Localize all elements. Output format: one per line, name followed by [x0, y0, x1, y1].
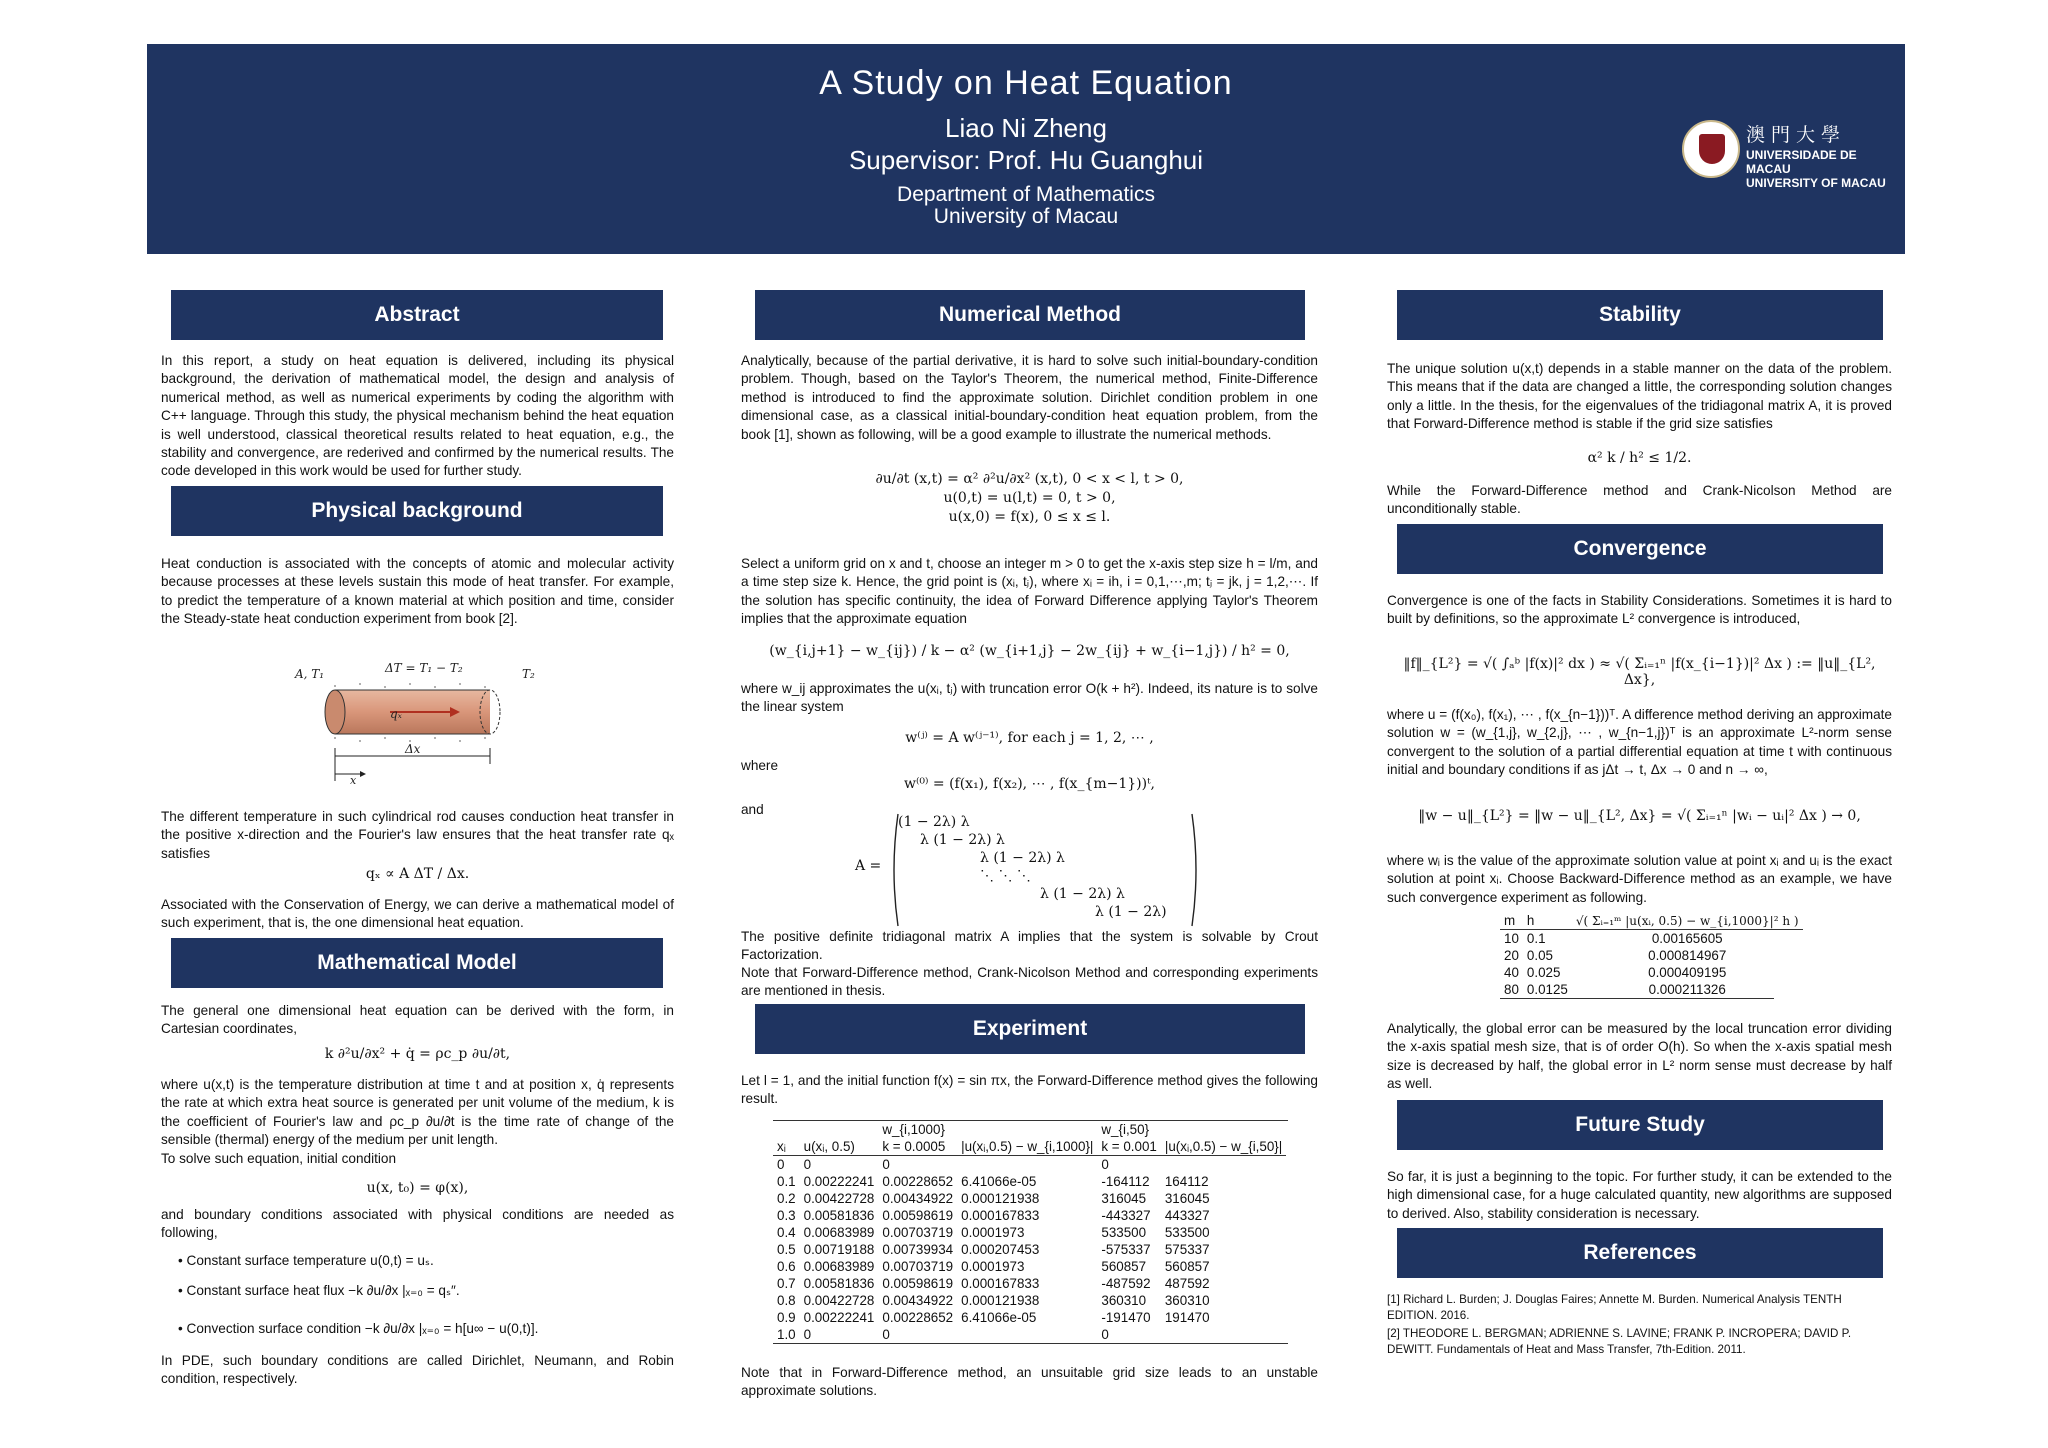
- logo-portuguese-name: UNIVERSIDADE DE MACAU: [1746, 148, 1857, 176]
- experiment-table: [773, 1120, 1288, 1344]
- rod-left-end: [325, 690, 345, 734]
- matrix-row-6: λ (1 − 2λ): [1095, 904, 1167, 920]
- dirichlet-eq-line-2: u(0,t) = u(l,t) = 0, t > 0,: [943, 490, 1116, 506]
- table-row: [773, 1190, 1286, 1207]
- and-label: and: [741, 802, 764, 817]
- table-row: [773, 1207, 1286, 1224]
- author-block: [147, 112, 1905, 176]
- table-row: [773, 1241, 1286, 1258]
- table-cell: 6.41066e-05: [961, 1310, 1037, 1325]
- table-row: [773, 1326, 1286, 1343]
- head-top-cell: w_{i,50}: [1101, 1122, 1150, 1137]
- table-row: [773, 1258, 1286, 1275]
- forward-difference-equation: (w_{i,j+1} − w_{ij}) / k − α² (w_{i+1,j} − 2w_{ij} + w_{i−1,j}) / h² = 0,: [769, 643, 1290, 659]
- table-cell: 0.0125: [1526, 982, 1568, 997]
- heat-equation: k ∂²u/∂x² + q̇ = ρc_p ∂u/∂t,: [324, 1046, 511, 1062]
- l2-norm-equation: ‖f‖_{L²} = √( ∫ₐᵇ |f(x)|² dx ) ≈ √( Σᵢ₌₁ⁿ |f(x_{i−1})|² Δx ) := ‖u‖_{L², Δx},: [1403, 656, 1876, 688]
- table-cell: 575337: [1164, 1242, 1210, 1257]
- table-cell: 0.0001973: [961, 1225, 1025, 1240]
- table-cell: 0.000409195: [1648, 965, 1727, 980]
- boundary-bullet-1-text: Constant surface temperature u(0,t) = uₛ.: [186, 1253, 434, 1268]
- table-cell: [957, 1326, 1097, 1343]
- table-cell: [1161, 1156, 1286, 1174]
- table-cell: -487592: [1101, 1276, 1151, 1291]
- table-cell: 0.00228652: [882, 1174, 954, 1189]
- future-study-heading: Future Study: [1397, 1100, 1883, 1150]
- convergence-text-2: where u = (f(x₀), f(x₁), ⋯ , f(x_{n−1}))ᵀ. A difference method deriving an approximate solution w = (w_{1,j}, w_{2,j}, ⋯ , w_{n−1,j})ᵀ is an approximate L²-norm sense convergent to the solution of a partial differential equation at time t with continuous initial and boundary conditions if as jΔt → t, Δx → 0 and n → ∞,: [1387, 707, 1892, 778]
- column-header: k = 0.0005: [878, 1138, 957, 1156]
- table-cell: 0.000121938: [961, 1293, 1040, 1308]
- table-cell: 0.1: [777, 1174, 796, 1189]
- model-text-3: To solve such equation, initial condition: [161, 1151, 397, 1166]
- table-row: [1500, 964, 1803, 981]
- column-header: |u(xᵢ,0.5) − w_{i,50}|: [1161, 1138, 1286, 1156]
- model-text-4: and boundary conditions associated with physical conditions are needed as following,: [161, 1207, 674, 1241]
- table-cell: 360310: [1164, 1293, 1210, 1308]
- table-cell: 0.00703719: [882, 1225, 954, 1240]
- column-header: m: [1500, 912, 1523, 930]
- table-cell: 0.000167833: [961, 1276, 1040, 1291]
- matrix-row-3: λ (1 − 2λ) λ: [980, 850, 1065, 866]
- numerical-method-heading: Numerical Method: [755, 290, 1305, 340]
- table-cell: 0.025: [1526, 965, 1561, 980]
- where-label: where: [741, 758, 779, 773]
- table-cell: 0.00422728: [803, 1191, 875, 1206]
- dx-label: Δx: [405, 742, 421, 756]
- convergence-heading: Convergence: [1397, 524, 1883, 574]
- boundary-bullet-3: • Convection surface condition −k ∂u/∂x |ₓ₌₀ = h[u∞ − u(0,t)].: [178, 1321, 539, 1336]
- table-cell: [957, 1156, 1097, 1174]
- head-top-cell: [957, 1121, 1097, 1138]
- table-cell: 0.00228652: [882, 1310, 954, 1325]
- table-row: [773, 1275, 1286, 1292]
- head-top-cell: [800, 1121, 879, 1138]
- title-banner: [147, 44, 1905, 254]
- table-cell: 0.5: [777, 1242, 796, 1257]
- table-row: [1500, 981, 1803, 998]
- matrix-row-4: ⋱ ⋱ ⋱: [980, 868, 1031, 884]
- matrix-row-2: λ (1 − 2λ) λ: [920, 832, 1005, 848]
- table-cell: 0.9: [777, 1310, 796, 1325]
- table-cell: 443327: [1164, 1208, 1210, 1223]
- table-row: [773, 1173, 1286, 1190]
- experiment-results-table: [773, 1121, 1286, 1343]
- table-cell: 0.00222241: [803, 1310, 875, 1325]
- model-text-1: The general one dimensional heat equation can be derived with the form, in Cartesian coordinates,: [161, 1003, 674, 1037]
- poster-title: A Study on Heat Equation: [819, 64, 1233, 102]
- department-name: Department of Mathematics: [897, 183, 1155, 206]
- experiment-table-head: [773, 1138, 1286, 1156]
- table-cell: 0: [803, 1157, 812, 1172]
- numerical-text-3: where w_ij approximates the u(xᵢ, tⱼ) with truncation error O(k + h²). Indeed, its nature is to solve the linear system: [741, 681, 1318, 715]
- physical-text-2: The different temperature in such cylindrical rod causes conduction heat transfer in the positive x-direction and the Fourier's law ensures that the heat transfer rate qₓ satisfies: [161, 809, 674, 861]
- model-text-5: In PDE, such boundary conditions are called Dirichlet, Neumann, and Robin condition, respectively.: [161, 1353, 674, 1387]
- table-cell: 0.00434922: [882, 1191, 954, 1206]
- table-cell: 0.00581836: [803, 1208, 875, 1223]
- heat-rod-diagram: [290, 656, 550, 786]
- head-top-cell: w_{i,1000}: [882, 1122, 945, 1137]
- convergence-table: [1500, 912, 1799, 999]
- university-name: University of Macau: [933, 205, 1119, 228]
- abstract-heading: Abstract: [171, 290, 663, 340]
- table-cell: 533500: [1101, 1225, 1147, 1240]
- table-cell: 191470: [1164, 1310, 1210, 1325]
- table-cell: 0: [803, 1327, 812, 1342]
- area-temp-label: A, T₁: [295, 667, 325, 681]
- table-cell: 164112: [1164, 1174, 1209, 1189]
- t2-label: T₂: [522, 667, 535, 681]
- convergence-text-3: where wᵢ is the value of the approximate solution value at point xᵢ and uᵢ is the exact solution at point xᵢ. Choose Backward-Difference method as an example, we have such convergence experiment as following.: [1387, 853, 1892, 905]
- fourier-law-equation: qₓ ∝ A ΔT / Δx.: [365, 866, 470, 882]
- table-cell: 0.2: [777, 1191, 796, 1206]
- matrix-row-1: (1 − 2λ) λ: [898, 814, 970, 830]
- table-cell: 0.0001973: [961, 1259, 1025, 1274]
- table-cell: 0.00434922: [882, 1293, 954, 1308]
- logo-chinese-name: 澳門大學: [1746, 125, 1847, 146]
- stability-heading: Stability: [1397, 290, 1883, 340]
- boundary-bullet-1: • Constant surface temperature u(0,t) = uₛ.: [178, 1253, 434, 1268]
- table-cell: 0.3: [777, 1208, 796, 1223]
- head-top-cell: [773, 1121, 800, 1138]
- experiment-text-2: Note that in Forward-Difference method, an unsuitable grid size leads to an unstable approximate solutions.: [741, 1365, 1318, 1399]
- model-text-2: where u(x,t) is the temperature distribution at time t and at position x, q̇ represents the rate at which extra heat source is generated per unit volume of the medium, k is the coefficient of Fourier's law and ρc_p ∂u/∂t is the time rate of change of the sensible (thermal) energy of the medium per unit length.: [161, 1077, 674, 1148]
- table-cell: [1161, 1326, 1286, 1343]
- table-cell: -575337: [1101, 1242, 1151, 1257]
- table-cell: 0.4: [777, 1225, 796, 1240]
- numerical-text-4: The positive definite tridiagonal matrix A implies that the system is solvable by Crout Factorization.: [741, 929, 1318, 963]
- table-cell: 0.8: [777, 1293, 796, 1308]
- table-cell: 0.00581836: [803, 1276, 875, 1291]
- table-cell: 0.000167833: [961, 1208, 1040, 1223]
- column-header: u(xᵢ, 0.5): [800, 1138, 879, 1156]
- linear-system-equation: w⁽ʲ⁾ = A w⁽ʲ⁻¹⁾, for each j = 1, 2, ⋯ ,: [905, 730, 1154, 746]
- tridiagonal-matrix: [890, 812, 1200, 928]
- convergence-text-1: Convergence is one of the facts in Stability Considerations. Sometimes it is hard to built by definitions, so the approximate L² convergence is introduced,: [1387, 593, 1892, 627]
- physical-background-heading: Physical background: [171, 486, 663, 536]
- convergence-results-table: [1500, 912, 1803, 998]
- matrix-row-5: λ (1 − 2λ) λ: [1040, 886, 1125, 902]
- numerical-text-1: Analytically, because of the partial derivative, it is hard to solve such initial-boundary-condition problem. Though, based on the Taylor's Theorem, the numerical method, Finite-Difference method is introduced to find the approximate solution. Dirichlet condition problem in one dimensional case, as a classical initial-boundary-condition heat equation problem, from the book [1], shown as following, will be a good example to illustrate the numerical methods.: [741, 353, 1318, 442]
- experiment-text-1: Let l = 1, and the initial function f(x) = sin πx, the Forward-Difference method gives the following result.: [741, 1073, 1318, 1107]
- delta-t-label: ΔT = T₁ − T₂: [385, 661, 463, 675]
- table-cell: 40: [1504, 965, 1519, 980]
- table-cell: 0.000121938: [961, 1191, 1040, 1206]
- future-study-text: So far, it is just a beginning to the topic. For further study, it can be extended to the high dimensional case, for a huge calculated quantity, new algorithms are supposed to derived. Also, stability consideration is necessary.: [1387, 1169, 1892, 1221]
- mathematical-model-heading: Mathematical Model: [171, 938, 663, 988]
- column-header: h: [1523, 912, 1572, 930]
- numerical-text-5: Note that Forward-Difference method, Crank-Nicolson Method and corresponding experiments are mentioned in thesis.: [741, 965, 1318, 999]
- table-cell: 0.00683989: [803, 1259, 875, 1274]
- table-cell: 20: [1504, 948, 1519, 963]
- dirichlet-eq-line-3: u(x,0) = f(x), 0 ≤ x ≤ l.: [948, 509, 1111, 525]
- initial-condition-equation: u(x, t₀) = φ(x),: [366, 1180, 469, 1196]
- convergence-equation: ‖w − u‖_{L²} = ‖w − u‖_{L², Δx} = √( Σᵢ₌₁ⁿ |wᵢ − uᵢ|² Δx ) → 0,: [1418, 808, 1861, 824]
- table-row: [773, 1224, 1286, 1241]
- qx-label: qₓ: [390, 707, 402, 721]
- table-cell: 1.0: [777, 1327, 796, 1342]
- table-cell: 533500: [1164, 1225, 1210, 1240]
- table-cell: 0.00222241: [803, 1174, 875, 1189]
- table-cell: 560857: [1101, 1259, 1147, 1274]
- boundary-bullet-2-text: Constant surface heat flux −k ∂u/∂x |ₓ₌₀ = qₛ″.: [186, 1283, 460, 1298]
- matrix-a-label: A =: [855, 858, 882, 874]
- stability-condition-equation: α² k / h² ≤ 1/2.: [1587, 450, 1692, 466]
- author-name: Liao Ni Zheng: [945, 113, 1107, 143]
- physical-text-1: Heat conduction is associated with the concepts of atomic and molecular activity because processes at these levels sustain this mode of heat transfer. For example, to predict the temperature of a known material at which position and time, consider the Steady-state heat conduction experiment from book [2].: [161, 556, 674, 627]
- table-cell: 10: [1504, 931, 1519, 946]
- reference-2: [2] THEODORE L. BERGMAN; ADRIENNE S. LAVINE; FRANK P. INCROPERA; DAVID P. DEWITT. Fundamentals of Heat and Mass Transfer, 7th-Edition. 2011.: [1387, 1327, 1852, 1356]
- table-row: [1500, 947, 1803, 964]
- table-cell: 0.1: [1526, 931, 1546, 946]
- initial-vector-equation: w⁽⁰⁾ = (f(x₁), f(x₂), ⋯ , f(x_{m−1}))ᵗ,: [903, 776, 1156, 792]
- table-cell: 80: [1504, 982, 1519, 997]
- logo-wordmark: [1746, 124, 1892, 190]
- stability-text-2: While the Forward-Difference method and Crank-Nicolson Method are unconditionally stable.: [1387, 483, 1892, 517]
- references-heading: References: [1397, 1228, 1883, 1278]
- table-cell: 0.00703719: [882, 1259, 954, 1274]
- boundary-bullet-3-text: Convection surface condition −k ∂u/∂x |ₓ₌₀ = h[u∞ − u(0,t)].: [186, 1321, 539, 1336]
- stability-text-1: The unique solution u(x,t) depends in a stable manner on the data of the problem. This means that if the data are changed a little, the corresponding solution changes only a little. In the thesis, for the eigenvalues of the tridiagonal matrix A, it is proved that Forward-Difference method is stable if the grid size satisfies: [1387, 361, 1892, 432]
- column-header: √( Σᵢ₌₁ᵐ |u(xᵢ, 0.5) − w_{i,1000}|² h ): [1572, 912, 1803, 930]
- heat-rod-figure: [290, 656, 550, 786]
- dirichlet-problem-equations: [741, 470, 1318, 527]
- table-cell: 0.00739934: [882, 1242, 954, 1257]
- head-top-cell: [1161, 1121, 1286, 1138]
- table-cell: -443327: [1101, 1208, 1151, 1223]
- table-cell: 0.000211326: [1648, 982, 1726, 997]
- abstract-text: In this report, a study on heat equation is delivered, including its physical background, the derivation of mathematical model, the design and analysis of numerical method, as well as numerical experiments by coding the algorithm with C++ language. Through this study, the physical mechanism behind the heat equation is well understood, classical theoretical results related to heat equation, e.g., the stability and convergence, are rederived and confirmed by the numerical results. The code developed in this work would be used for further study.: [161, 353, 674, 479]
- numerical-text-2: Select a uniform grid on x and t, choose an integer m > 0 to get the x-axis step size h = l/m, and a time step size k. Hence, the grid point is (xᵢ, tⱼ), where xᵢ = ih, i = 0,1,⋯,m; tⱼ = jk, j = 1,2,⋯. If the solution has specific continuity, the idea of Forward Difference applying Taylor's Theorem implies that the approximate equation: [741, 556, 1318, 627]
- table-cell: 6.41066e-05: [961, 1174, 1037, 1189]
- column-header: xᵢ: [773, 1138, 800, 1156]
- table-cell: 0.000207453: [961, 1242, 1040, 1257]
- convergence-table-head: [1500, 912, 1803, 930]
- table-row: [773, 1309, 1286, 1326]
- table-cell: 0: [1101, 1327, 1109, 1342]
- table-cell: 0: [777, 1157, 785, 1172]
- table-cell: 0.05: [1526, 948, 1553, 963]
- table-cell: -191470: [1101, 1310, 1151, 1325]
- university-seal-icon: [1682, 120, 1740, 178]
- experiment-table-head-top: [773, 1121, 1286, 1138]
- table-cell: 360310: [1101, 1293, 1147, 1308]
- university-logo: [1682, 120, 1892, 190]
- table-row: [773, 1156, 1286, 1174]
- table-cell: 560857: [1164, 1259, 1210, 1274]
- table-cell: 0.00598619: [882, 1208, 954, 1223]
- column-header: k = 0.001: [1097, 1138, 1160, 1156]
- table-cell: 316045: [1101, 1191, 1147, 1206]
- convergence-table-body: [1500, 930, 1803, 999]
- table-cell: 0: [882, 1157, 890, 1172]
- table-cell: 0.00598619: [882, 1276, 954, 1291]
- affiliation-block: [147, 184, 1905, 228]
- table-cell: 0.00719188: [803, 1242, 875, 1257]
- table-cell: 0: [1101, 1157, 1109, 1172]
- convergence-text-4: Analytically, the global error can be measured by the local truncation error dividing the x-axis spatial mesh size, that is of order O(h). So when the x-axis spatial mesh size is decreased by half, the global error in L² norm sense must decrease by half as well.: [1387, 1021, 1892, 1092]
- experiment-table-body: [773, 1156, 1286, 1344]
- x-label: x: [350, 774, 357, 786]
- table-cell: 0.00422728: [803, 1293, 875, 1308]
- table-cell: 0.7: [777, 1276, 796, 1291]
- table-cell: 487592: [1164, 1276, 1210, 1291]
- dirichlet-eq-line-1: ∂u/∂t (x,t) = α² ∂²u/∂x² (x,t), 0 < x < l, t > 0,: [875, 471, 1184, 487]
- table-cell: 0.6: [777, 1259, 796, 1274]
- table-row: [773, 1292, 1286, 1309]
- supervisor-name: Supervisor: Prof. Hu Guanghui: [848, 145, 1204, 175]
- table-row: [1500, 930, 1803, 948]
- column-header: |u(xᵢ,0.5) − w_{i,1000}|: [957, 1138, 1097, 1156]
- table-cell: 0.00683989: [803, 1225, 875, 1240]
- physical-text-3: Associated with the Conservation of Energy, we can derive a mathematical model of such experiment, that is, the one dimensional heat equation.: [161, 897, 674, 931]
- table-cell: 0.00165605: [1651, 931, 1723, 946]
- table-cell: 0.000814967: [1648, 948, 1727, 963]
- logo-english-name: UNIVERSITY OF MACAU: [1746, 176, 1886, 190]
- table-cell: 0: [882, 1327, 890, 1342]
- table-cell: 316045: [1164, 1191, 1210, 1206]
- experiment-heading: Experiment: [755, 1004, 1305, 1054]
- table-cell: -164112: [1101, 1174, 1150, 1189]
- boundary-bullet-2: • Constant surface heat flux −k ∂u/∂x |ₓ₌₀ = qₛ″.: [178, 1283, 460, 1298]
- reference-1: [1] Richard L. Burden; J. Douglas Faires; Annette M. Burden. Numerical Analysis TENTH EDITION. 2016.: [1387, 1293, 1842, 1322]
